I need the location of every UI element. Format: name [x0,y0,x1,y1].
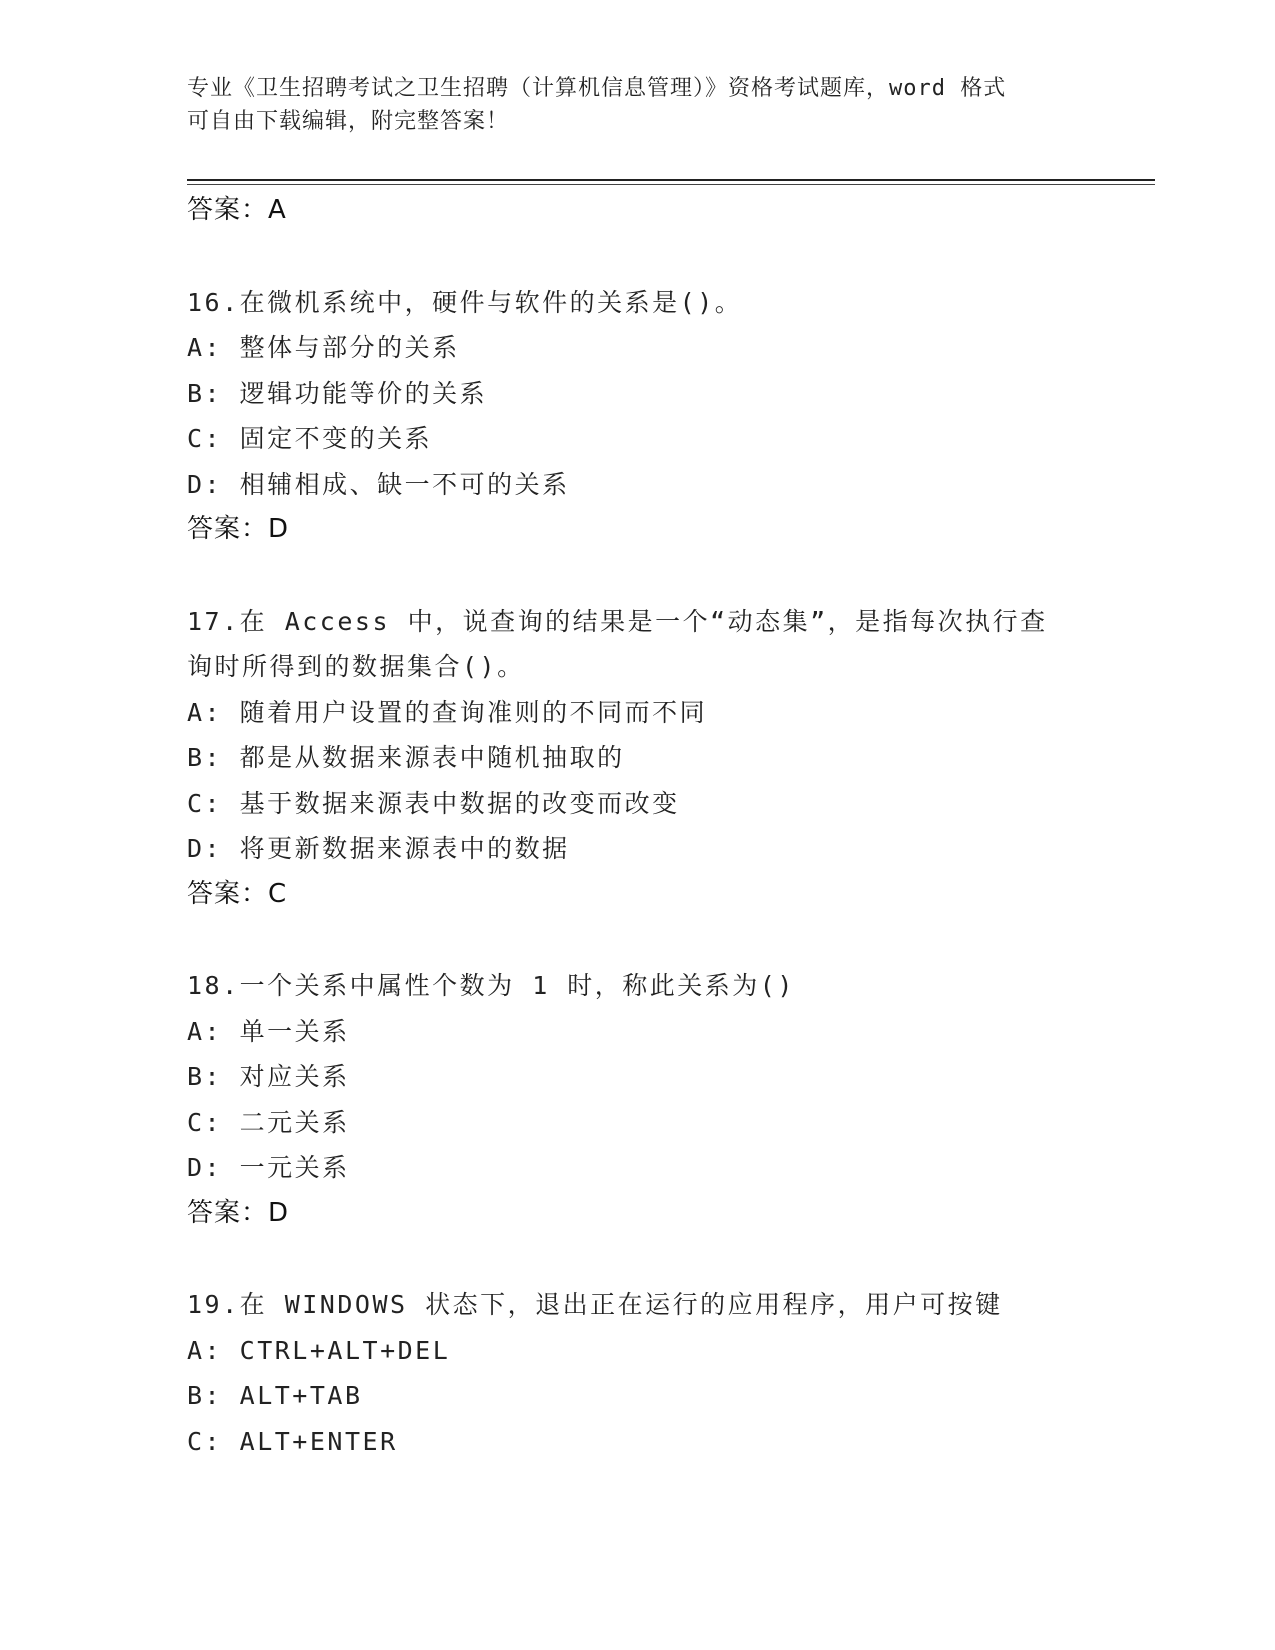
spacer [187,917,1157,963]
header-title-line-2: 可自由下载编辑，附完整答案！ [187,109,510,134]
question-18 [187,963,1157,1236]
header-title-line-1: 专业《卫生招聘考试之卫生招聘（计算机信息管理）》资格考试题库，word 格式 [187,76,1007,101]
header-rule-thick [187,179,1155,181]
spacer [187,1236,1157,1282]
question-stem: 18.一个关系中属性个数为 1 时，称此关系为() [187,971,795,1000]
answer: 答案：D [187,514,290,544]
question-17 [187,599,1157,918]
question-content [187,188,1157,1464]
option-b: B: 都是从数据来源表中随机抽取的 [187,743,625,772]
question-stem: 19.在 WINDOWS 状态下，退出正在运行的应用程序，用户可按键 [187,1290,1003,1319]
option-d: D: 一元关系 [187,1153,350,1182]
question-16 [187,280,1157,553]
spacer [187,553,1157,599]
option-d: D: 将更新数据来源表中的数据 [187,834,570,863]
option-b: B: 对应关系 [187,1062,350,1091]
header-rule-thin [187,184,1155,185]
option-a: A: 随着用户设置的查询准则的不同而不同 [187,697,708,727]
option-a: A: 单一关系 [187,1016,350,1046]
option-c: C: ALT+ENTER [187,1426,398,1456]
answer: 答案：C [187,878,288,909]
question-stem-continued: 询时所得到的数据集合()。 [187,652,525,681]
document-header [187,72,1087,138]
option-b: B: ALT+TAB [187,1381,363,1410]
question-stem: 17.在 Access 中，说查询的结果是一个“动态集”，是指每次执行查 [187,606,1048,636]
option-a: A: 整体与部分的关系 [187,333,460,362]
question-19 [187,1282,1157,1464]
answer: 答案：D [187,1197,290,1228]
option-d: D: 相辅相成、缺一不可的关系 [187,469,570,499]
option-c: C: 二元关系 [187,1107,350,1137]
option-c: C: 基于数据来源表中数据的改变而改变 [187,788,680,818]
question-stem: 16.在微机系统中，硬件与软件的关系是()。 [187,287,743,317]
spacer [187,234,1157,280]
option-c: C: 固定不变的关系 [187,424,433,453]
previous-answer: 答案：A [187,195,287,225]
option-b: B: 逻辑功能等价的关系 [187,378,488,408]
option-a: A: CTRL+ALT+DEL [187,1335,451,1365]
